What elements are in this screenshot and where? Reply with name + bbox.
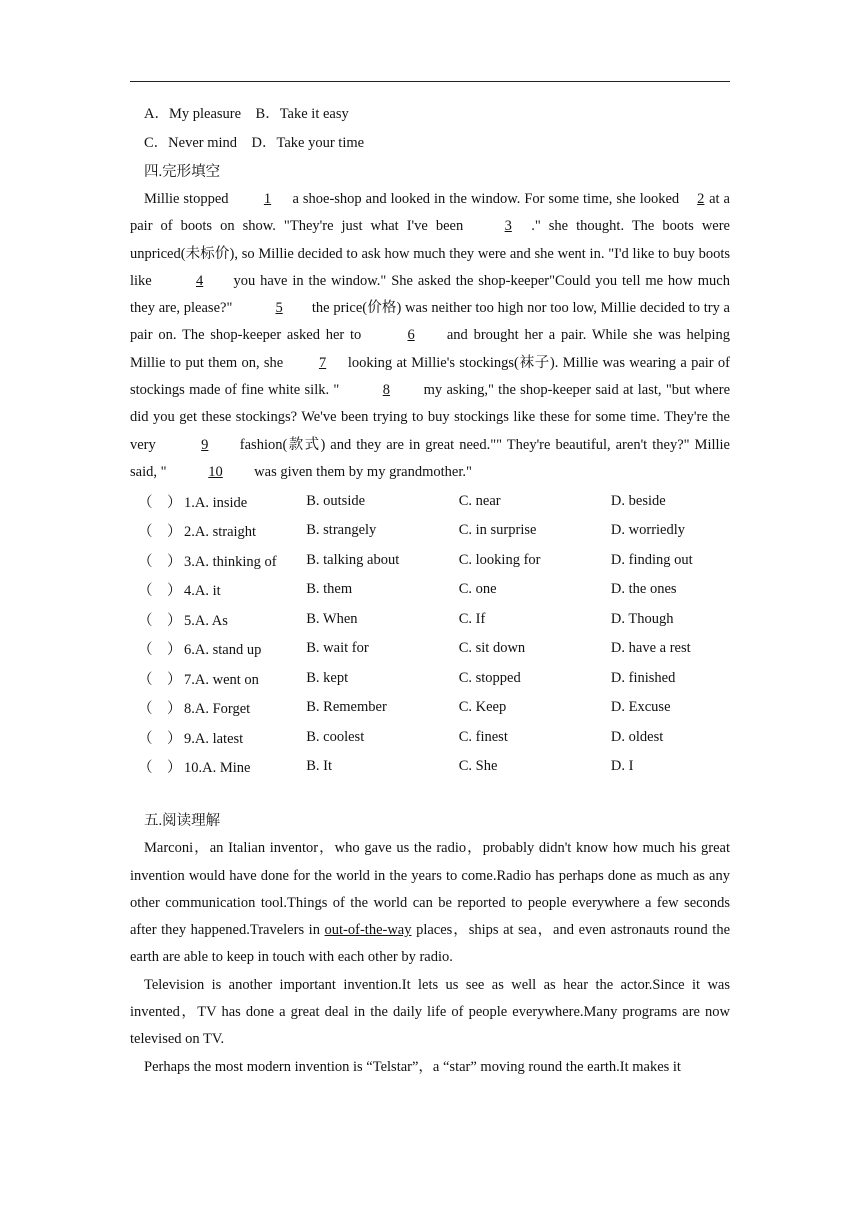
option-d: D. finding out <box>610 551 693 568</box>
blank-3[interactable]: 3 <box>504 218 512 235</box>
option-b: B. coolest <box>306 728 365 745</box>
option-c: C. finest <box>458 728 508 745</box>
option-c: C. Keep <box>458 699 507 716</box>
question-row <box>138 575 730 605</box>
underlined-term: out-of-the-way <box>324 922 412 939</box>
option-c: C. If <box>458 610 486 627</box>
question-row <box>138 545 730 575</box>
option-b: B. talking about <box>306 551 400 568</box>
option-a: 1.A. inside <box>184 494 248 511</box>
blank-4[interactable]: 4 <box>195 272 204 289</box>
cloze-options-table <box>138 486 730 781</box>
option-d: D. have a rest <box>610 640 691 657</box>
option-b: B. kept <box>306 669 349 686</box>
option-a: 4.A. it <box>184 583 221 600</box>
question-row <box>138 722 730 752</box>
question-row <box>138 516 730 546</box>
reading-paragraph-1: Marconi，an Italian inventor，who gave us the radio，probably didn't know how much his great invention would have done for the world in the years to come.Radio has perhaps done as much as any other communication tool.Things of the world can be reported to people everywhere a few seconds after they happened.Travelers in out-of-the-way places，ships at sea，and even astronauts round the earth are able to keep in touch with each other by radio. <box>130 840 731 966</box>
option-b: B. wait for <box>306 640 369 657</box>
answer-bracket[interactable]: （ ） <box>138 494 182 511</box>
header-rule <box>130 81 730 82</box>
option-d: D. worriedly <box>610 522 686 539</box>
reading-paragraph-2: Television is another important invention.It lets us see as well as hear the actor.Since it was invented，TV has done a great deal in the daily life of people everywhere.Many programs are now televised on TV. <box>130 976 730 1048</box>
question-row <box>138 634 730 664</box>
option-a: 5.A. As <box>184 612 228 629</box>
option-d: D. finished <box>610 669 676 686</box>
option-b: B. When <box>306 610 358 627</box>
option-c: C. looking for <box>458 551 541 568</box>
option-b: B. strangely <box>306 522 377 539</box>
option-c: C. sit down <box>458 640 526 657</box>
answer-bracket[interactable]: （ ） <box>138 553 182 570</box>
option-a: 7.A. went on <box>184 671 259 688</box>
question-row <box>138 663 730 693</box>
answer-bracket[interactable]: （ ） <box>138 730 182 747</box>
option-d: D. beside <box>610 492 666 509</box>
blank-1[interactable]: 1 <box>263 191 272 207</box>
option-a: 6.A. stand up <box>184 642 262 659</box>
blank-5[interactable]: 5 <box>275 300 283 317</box>
option-d: D. I <box>610 758 634 775</box>
question-row <box>138 486 730 516</box>
option-c: C. one <box>458 581 497 598</box>
cloze-passage: Millie stopped 1 a shoe-shop and looked in the window. For some time, she looked 2 at a pair of boots on show. "They're just what I've been 3 ." she thought. The boots were unpriced(未标价), so Millie decided to ask how much they were and she went in. "I'd like to buy boots like 4 you have in the window." She asked the shop-keeper"Could you tell me how much they are, please?" 5 the price(价格) was neither too high nor too low, Millie decided to try a pair on. The shop-keeper asked her to 6 and brought her a pair. While she was helping Millie to put them on, she 7 looking at Millie's stockings(袜子). Millie was wearing a pair of stockings made of fine white silk. " 8 my asking," the shop-keeper said at last, "but where did you get these stockings? We've been trying to buy stockings like these for some time. They're the very 9 fashion(款式) and they are in great need."" They're beautiful, aren't they?" Millie said, " 10 was given them by my grandmother." <box>130 186 730 486</box>
option-c: C. She <box>458 758 498 775</box>
question-row <box>138 604 730 634</box>
blank-9[interactable]: 9 <box>201 436 209 453</box>
option-a: 3.A. thinking of <box>184 553 277 570</box>
option-a: 9.A. latest <box>184 730 244 747</box>
question-row <box>138 693 730 723</box>
answer-bracket[interactable]: （ ） <box>138 612 182 629</box>
option-a: 2.A. straight <box>184 524 257 541</box>
page-content <box>130 100 730 1081</box>
reading-paragraph-3: Perhaps the most modern invention is “Telstar”，a “star” moving round the earth.It makes it <box>144 1058 681 1075</box>
option-c: C. stopped <box>458 669 521 686</box>
question-row <box>138 752 730 782</box>
blank-8[interactable]: 8 <box>382 382 390 399</box>
option-d: D. Though <box>610 610 674 627</box>
blank-7[interactable]: 7 <box>318 354 327 371</box>
option-a: 10.A. Mine <box>184 760 251 777</box>
blank-10[interactable]: 10 <box>208 463 223 480</box>
prev-options-line-1: A．My pleasure B．Take it easy <box>144 106 349 122</box>
answer-bracket[interactable]: （ ） <box>138 583 182 600</box>
option-c: C. near <box>458 492 501 509</box>
option-b: B. them <box>306 581 353 598</box>
answer-bracket[interactable]: （ ） <box>138 671 182 688</box>
option-d: D. oldest <box>610 728 664 745</box>
option-b: B. It <box>306 758 333 775</box>
section-4-heading: 四.完形填空 <box>144 164 221 180</box>
option-b: B. Remember <box>306 699 387 716</box>
option-c: C. in surprise <box>458 522 537 539</box>
blank-6[interactable]: 6 <box>407 327 415 344</box>
section-5-heading: 五.阅读理解 <box>144 813 221 830</box>
answer-bracket[interactable]: （ ） <box>138 760 182 777</box>
answer-bracket[interactable]: （ ） <box>138 642 182 659</box>
prev-options-line-2: C．Never mind D．Take your time <box>144 135 365 151</box>
option-a: 8.A. Forget <box>184 701 251 718</box>
option-d: D. the ones <box>610 581 677 598</box>
answer-bracket[interactable]: （ ） <box>138 524 182 541</box>
answer-bracket[interactable]: （ ） <box>138 701 182 718</box>
blank-2[interactable]: 2 <box>697 191 705 207</box>
option-b: B. outside <box>306 492 366 509</box>
option-d: D. Excuse <box>610 699 671 716</box>
